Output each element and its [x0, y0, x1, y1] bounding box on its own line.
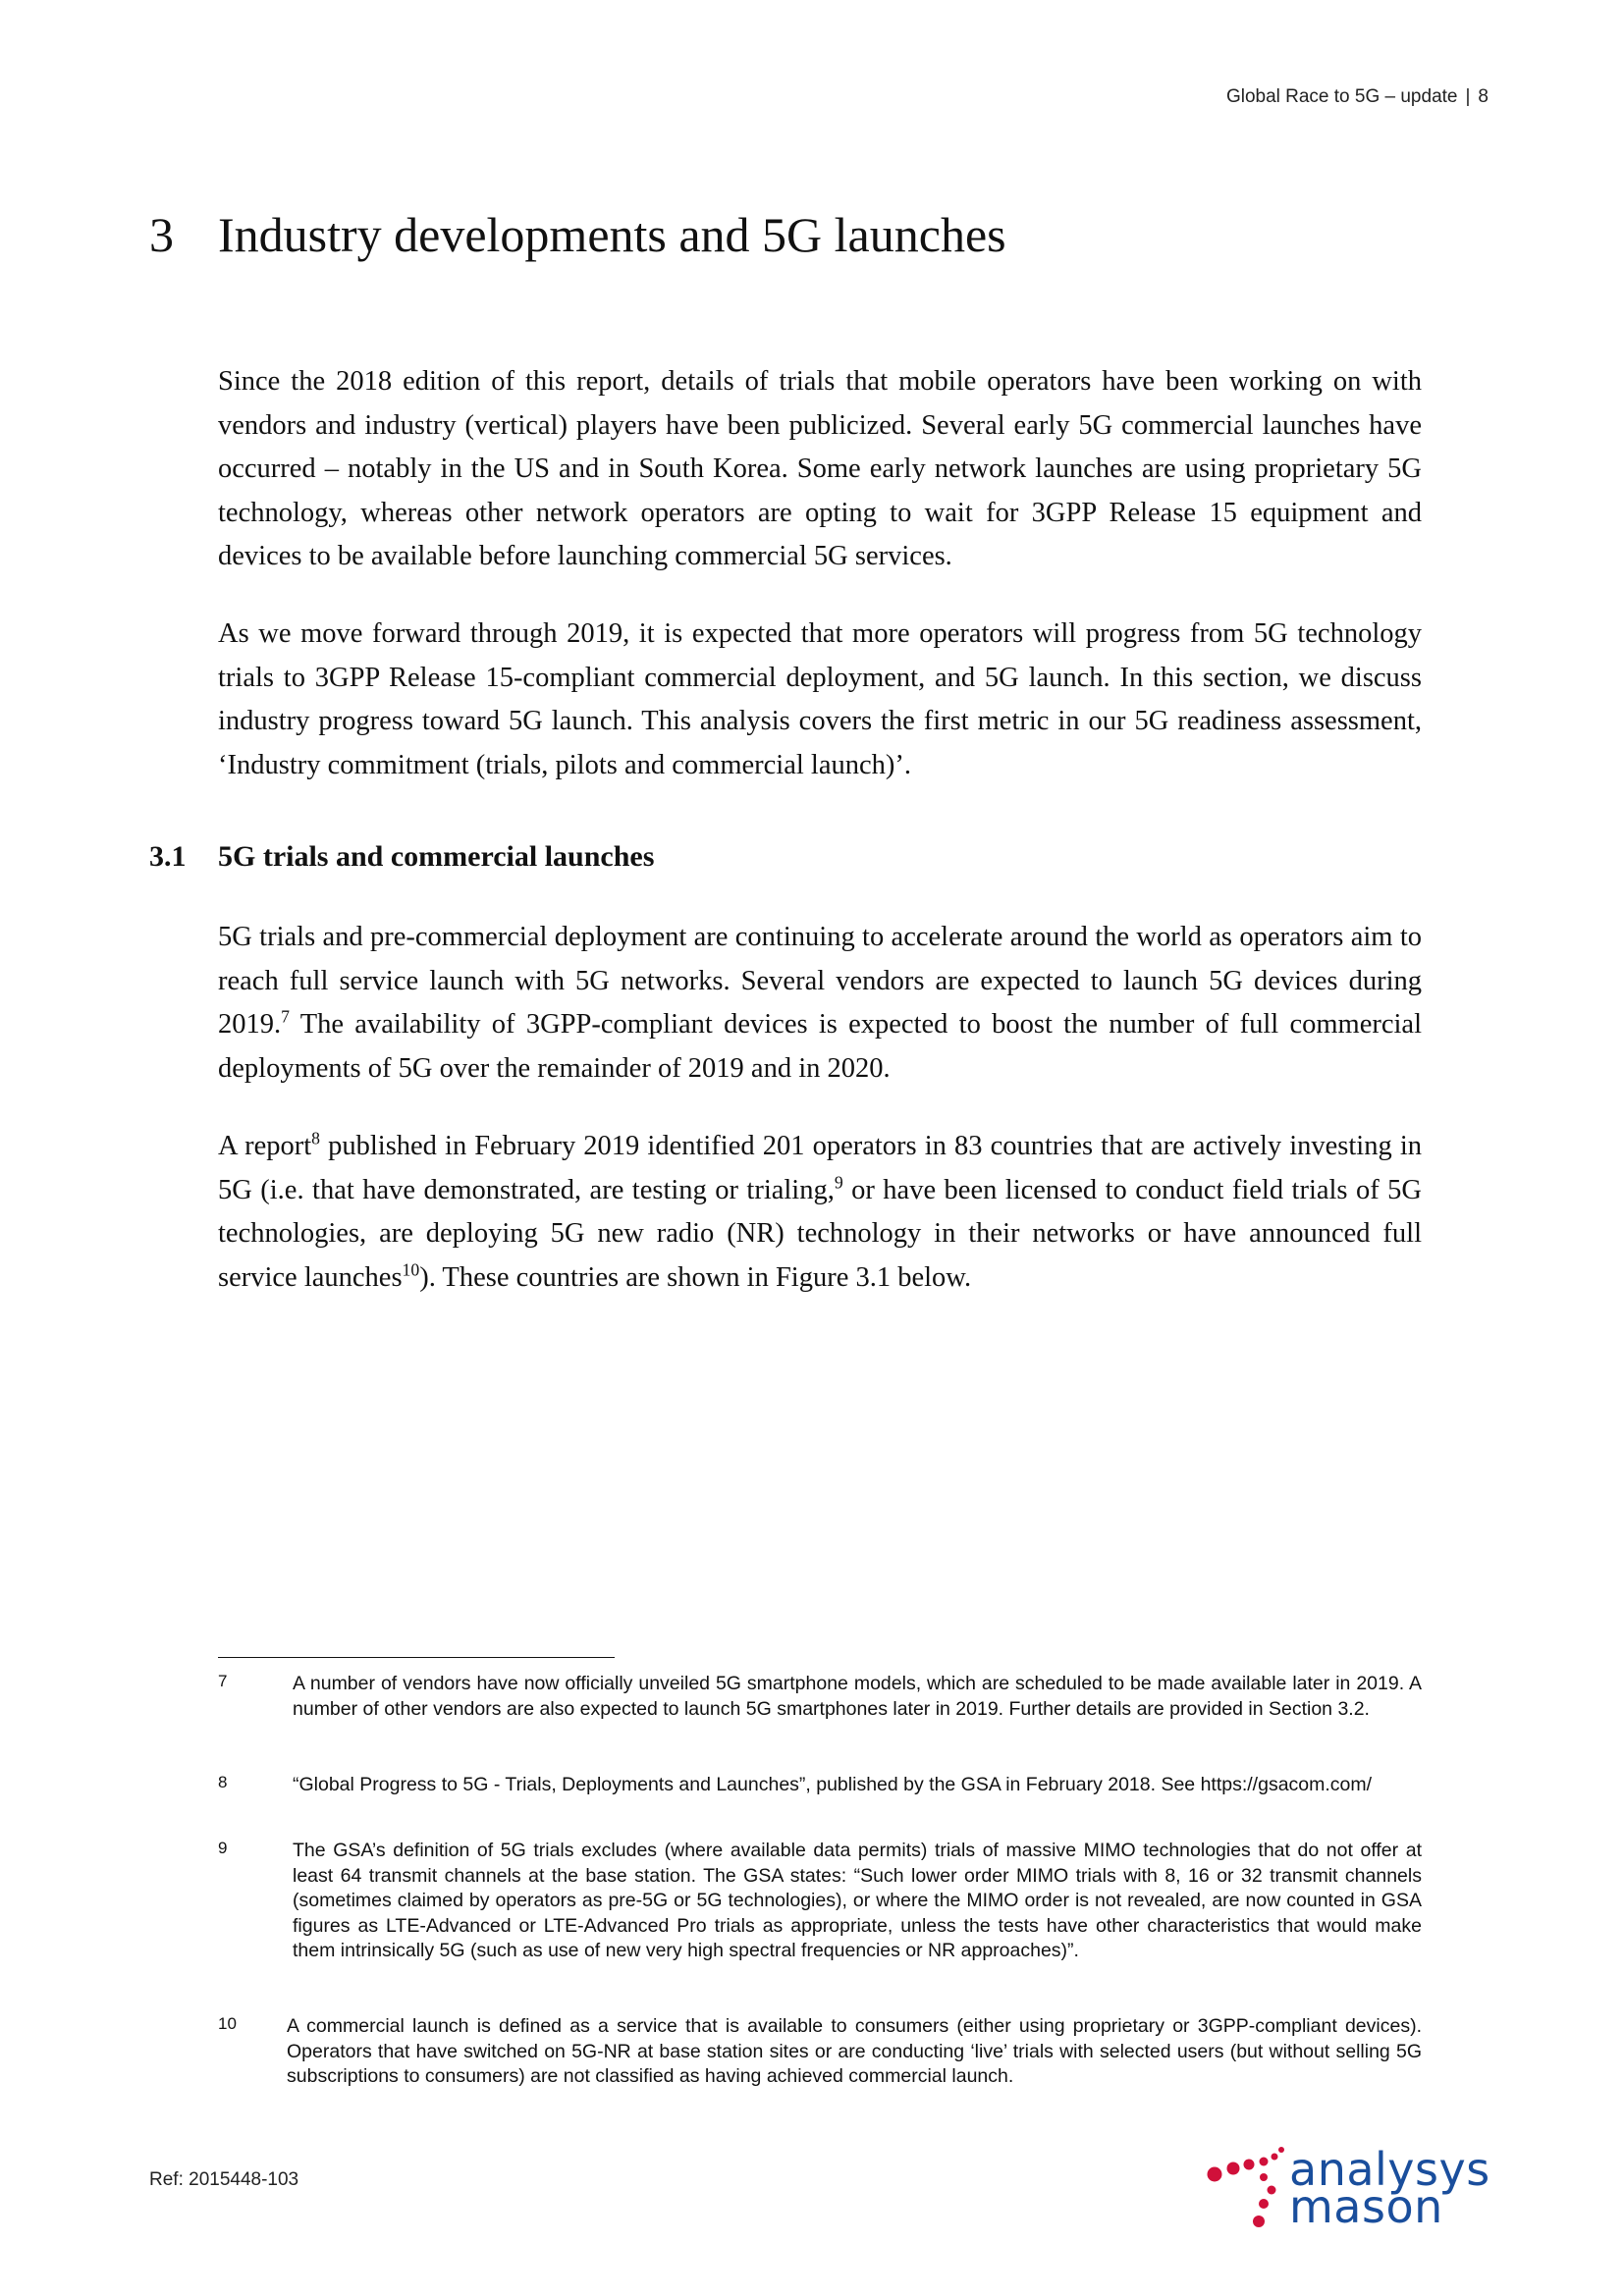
- footnote-number: 7: [218, 1672, 228, 1690]
- header-separator: |: [1465, 86, 1471, 107]
- logo-dots-icon: [1203, 2145, 1291, 2233]
- logo-dot: [1260, 2173, 1268, 2181]
- footnote-number: 10: [218, 2014, 237, 2033]
- footnote-number: 9: [218, 1839, 228, 1857]
- logo-dot: [1268, 2186, 1276, 2195]
- footnote-text: A commercial launch is defined as a service that is available to consumers (either using proprietary or 3GPP-compliant devices). Operators that have switched on 5G-NR at base station sites or are conducting ‘live’ trials with selected users (but without selling 5G subscriptions to consumers) are not classified as having achieved commercial launch.: [287, 2015, 1422, 2087]
- footnote-9: [218, 1839, 1422, 1964]
- logo-dot: [1278, 2147, 1284, 2153]
- running-header: [1226, 86, 1489, 108]
- logo-dot: [1227, 2163, 1240, 2175]
- section-title: Industry developments and 5G launches: [218, 207, 1006, 262]
- analysys-mason-logo: [1203, 2145, 1517, 2233]
- paragraph-report-text-c: or have been licensed to conduct field trials of 5G technologies, are deploying 5G new radio (NR) technology in their networks or have announced full service launches: [218, 1174, 1422, 1293]
- paragraph-progress: As we move forward through 2019, it is expected that more operators will progress from 5G technology trials to 3GPP Release 15-compliant commercial deployment, and 5G launch. In this section, we discuss industry progress toward 5G launch. This analysis covers the first metric in our 5G readiness assessment, ‘Industry commitment (trials, pilots and commercial launch)’.: [218, 618, 1422, 780]
- subsection-title: 5G trials and commercial launches: [218, 840, 655, 873]
- footnote-text: The GSA’s definition of 5G trials excludes (where available data permits) trials of massive MIMO technologies that do not offer at least 64 transmit channels at the base station. The GSA states: “Such lower order MIMO trials with 8, 16 or 32 transmit channels (sometimes claimed by operators as pre-5G or 5G technologies), or where the MIMO order is not revealed, are now counted in GSA figures as LTE-Advanced or LTE-Advanced Pro trials as appropriate, unless the tests have other characteristics that would make them intrinsically 5G (such as use of new very high spectral frequencies or NR approaches)”.: [293, 1840, 1422, 1961]
- subsection-heading: [149, 840, 654, 874]
- logo-dot: [1208, 2167, 1222, 2182]
- logo-text-line2: mason: [1289, 2180, 1443, 2233]
- logo-dot: [1260, 2158, 1269, 2166]
- paragraph-trials-text-b: The availability of 3GPP-compliant devices is expected to boost the number of full commercial deployments of 5G over the remainder of 2019 and in 2020.: [218, 1009, 1422, 1084]
- paragraph-report: [218, 1125, 1422, 1300]
- paragraph-report-text-d: ). These countries are shown in Figure 3.1 below.: [419, 1261, 972, 1293]
- paragraph-report-text-a: A report: [218, 1131, 312, 1161]
- footnote-text: A number of vendors have now officially unveiled 5G smartphone models, which are scheduled to be made available later in 2019. A number of other vendors are also expected to launch 5G smartphones later in 2019. Further details are provided in Section 3.2.: [293, 1673, 1422, 1720]
- logo-dot: [1259, 2199, 1269, 2209]
- paragraph-trials-text-a: 5G trials and pre-commercial deployment are continuing to accelerate around the world as operators aim to reach full service launch with 5G networks. Several vendors are expected to launch 5G devices during 2019.: [218, 922, 1422, 1040]
- footnote-10: [218, 2014, 1422, 2090]
- paragraph-intro: Since the 2018 edition of this report, details of trials that mobile operators have been working on with vendors and industry (vertical) players have been publicized. Several early 5G commercial launches have occurred – notably in the US and in South Korea. Some early network launches are using proprietary 5G technology, whereas other network operators are opting to wait for 3GPP Release 15 equipment and devices to be available before launching commercial 5G services.: [218, 366, 1422, 571]
- footnote-8: [218, 1773, 1422, 1798]
- logo-dot: [1272, 2154, 1278, 2161]
- section-number: 3: [149, 207, 174, 262]
- logo-dot: [1244, 2160, 1255, 2170]
- footnote-text: “Global Progress to 5G - Trials, Deployments and Launches”, published by the GSA in February 2018. See https://gsacom.com/: [293, 1774, 1373, 1795]
- footnote-divider: [218, 1657, 615, 1658]
- header-title: Global Race to 5G – update: [1225, 86, 1458, 107]
- document-reference: Ref: 2015448-103: [149, 2169, 299, 2190]
- footnote-ref-8[interactable]: 8: [311, 1128, 320, 1148]
- paragraph-report-text-b: published in February 2019 identified 201 operators in 83 countries that are actively investing in 5G (i.e. that have demonstrated, are testing or trialing,: [218, 1131, 1422, 1205]
- paragraph-trials: [218, 916, 1422, 1091]
- page-number: 8: [1478, 86, 1489, 107]
- section-heading: [149, 206, 1006, 263]
- logo-text-line1: analysys: [1289, 2143, 1490, 2196]
- subsection-number: 3.1: [149, 840, 187, 873]
- footnote-ref-7[interactable]: 7: [281, 1006, 290, 1027]
- logo-dot: [1253, 2216, 1265, 2227]
- footnote-ref-10[interactable]: 10: [402, 1259, 420, 1279]
- footnote-ref-9[interactable]: 9: [834, 1172, 843, 1192]
- footnote-number: 8: [218, 1773, 228, 1791]
- footnote-7: [218, 1672, 1422, 1722]
